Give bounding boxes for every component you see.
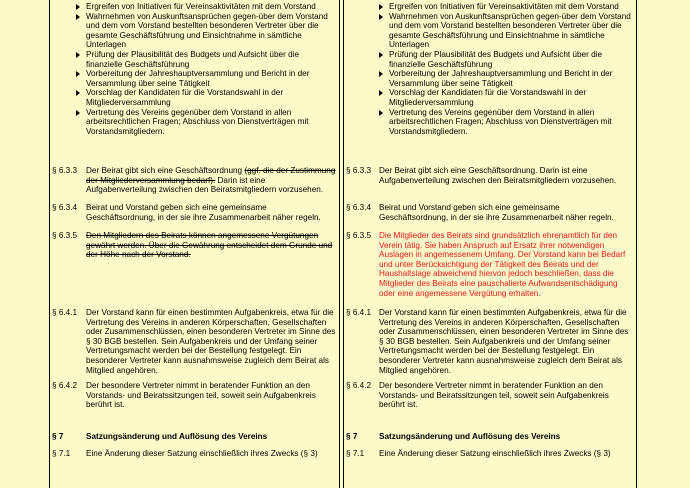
section-number: § 6.4.2 <box>346 381 372 390</box>
section-text: Der Beirat gibt sich eine Geschäftsordnung (ggf. die der Zustimmung der Mitgliederversammlung bedarf). Darin ist eine Aufgabenverteilung zwischen den Beiratsmitgliedern vorzusehen. <box>86 166 336 195</box>
section-number: § 6.3.3 <box>346 166 372 175</box>
triangle-bullet-icon <box>379 71 383 77</box>
section-heading: Satzungsänderung und Auflösung des Vereins <box>379 432 561 441</box>
triangle-bullet-icon <box>76 90 80 96</box>
triangle-bullet-icon <box>379 52 383 58</box>
section-text: Der besondere Vertreter nimmt in beratender Funktion an den Vorstands- und Beiratssitzungen teil, soweit sein Aufgabenkreis berührt ist. <box>86 381 316 410</box>
struck-text: (ggf. die der Zustimmung der Mitgliederversammlung bedarf). <box>86 166 336 185</box>
section-text: Der Vorstand kann für einen bestimmten Aufgabenkreis, etwa für die Vertretung des Vereins in anderen Körperschaften, Gesellschaften oder Zusammenschlüssen, einen besonderen Vertreter im Sinne des § 30 BGB bestellen. Sein Aufgabenkreis und der Umfang seiner Vertretungsmacht werden bei der Bestellung festgelegt. Ein besonderer Vertreter kann ausnahmsweise zugleich dem Beirat als Mitglied angehören. <box>86 308 336 375</box>
list-item: Prüfung der Plausibilität des Budgets und Aufsicht über die finanzielle Geschäftsführung <box>389 50 632 69</box>
section-text: Beirat und Vorstand geben sich eine gemeinsame Geschäftsordnung, in der sie ihre Zusammenarbeit näher regeln. <box>379 203 614 222</box>
section-number: § 6.3.5 <box>52 231 78 240</box>
triangle-bullet-icon <box>76 110 80 116</box>
triangle-bullet-icon <box>379 110 383 116</box>
left-border <box>49 0 50 488</box>
list-item: Vorbereitung der Jahreshauptversammlung und Bericht in der Versammlung über seine Tätigkeit <box>389 69 632 88</box>
section-number: § 6.3.4 <box>52 203 78 212</box>
section-heading: Satzungsänderung und Auflösung des Vereins <box>86 432 268 441</box>
section-heading-number: § 7 <box>52 432 64 441</box>
triangle-bullet-icon <box>76 71 80 77</box>
list-item: Vorschlag der Kandidaten für die Vorstandswahl in der Mitgliederversammlung <box>86 88 334 107</box>
section-text: Eine Änderung dieser Satzung einschließlich ihres Zwecks (§ 3) <box>86 449 318 458</box>
section-text: Der Beirat gibt sich eine Geschäftsordnung. Darin ist eine Aufgabenverteilung zwischen den Beiratsmitgliedern vorzusehen. <box>379 166 617 185</box>
list-item: Ergreifen von Initiativen für Vereinsaktivitäten mit dem Vorstand <box>389 2 632 12</box>
left-bullet-list <box>86 2 334 136</box>
triangle-bullet-icon <box>76 4 80 10</box>
list-item: Vertretung des Vereins gegenüber dem Vorstand in allen arbeitsrechtlichen Fragen; Abschluss von Dienstverträgen mit Vorstandsmitgliedern. <box>389 108 632 137</box>
section-heading-number: § 7 <box>346 432 358 441</box>
center-divider-right <box>343 0 344 488</box>
section-text: Beirat und Vorstand geben sich eine gemeinsame Geschäftsordnung, in der sie ihre Zusammenarbeit näher regeln. <box>86 203 321 222</box>
section-number: § 6.4.1 <box>52 308 78 317</box>
right-border <box>636 0 637 488</box>
section-number: § 6.3.3 <box>52 166 78 175</box>
section-number: § 6.3.4 <box>346 203 372 212</box>
list-item: Vorbereitung der Jahreshauptversammlung und Bericht in der Versammlung über seine Tätigkeit <box>86 69 334 88</box>
section-text: Der besondere Vertreter nimmt in beratender Funktion an den Vorstands- und Beiratssitzungen teil, soweit sein Aufgabenkreis berührt ist. <box>379 381 609 410</box>
section-number: § 7.1 <box>346 449 365 458</box>
section-text: Eine Änderung dieser Satzung einschließlich ihres Zwecks (§ 3) <box>379 449 611 458</box>
section-number: § 6.4.2 <box>52 381 78 390</box>
section-number: § 6.4.1 <box>346 308 372 317</box>
section-number: § 7.1 <box>52 449 71 458</box>
list-item: Wahrnehmen von Auskunftsansprüchen gegen-über dem Vorstand und dem vom Vorstand bestellten besonderen Vertreter über die gesamte Geschäftsführung und Einsichtnahme in sämtliche Unterlagen <box>389 12 632 50</box>
section-number: § 6.3.5 <box>346 231 372 240</box>
list-item: Vertretung des Vereins gegenüber dem Vorstand in allen arbeitsrechtlichen Fragen; Abschluss von Dienstverträgen mit Vorstandsmitgliedern. <box>86 108 334 137</box>
list-item: Wahrnehmen von Auskunftsansprüchen gegen-über dem Vorstand und dem vom Vorstand bestellten besonderen Vertreter über die gesamte Geschäftsführung und Einsichtnahme in sämtliche Unterlagen <box>86 12 334 50</box>
list-item: Prüfung der Plausibilität des Budgets und Aufsicht über die finanzielle Geschäftsführung <box>86 50 334 69</box>
triangle-bullet-icon <box>379 4 383 10</box>
triangle-bullet-icon <box>76 52 80 58</box>
triangle-bullet-icon <box>76 14 80 20</box>
right-bullet-list <box>389 2 632 136</box>
list-item: Ergreifen von Initiativen für Vereinsaktivitäten mit dem Vorstand <box>86 2 334 12</box>
section-text: Der Vorstand kann für einen bestimmten Aufgabenkreis, etwa für die Vertretung des Vereins in anderen Körperschaften, Gesellschaften oder Zusammenschlüssen, einen besonderen Vertreter im Sinne des § 30 BGB bestellen. Sein Aufgabenkreis und der Umfang seiner Vertretungsmacht werden bei der Bestellung festgelegt. Ein besonderer Vertreter kann ausnahmsweise zugleich dem Beirat als Mitglied angehören. <box>379 308 629 375</box>
center-divider-left <box>339 0 340 488</box>
list-item: Vorschlag der Kandidaten für die Vorstandswahl in der Mitgliederversammlung <box>389 88 632 107</box>
inserted-text: Die Mitglieder des Beirats sind grundsätzlich ehrenamtlich für den Verein tätig. Sie haben Anspruch auf Ersatz ihrer notwendigen Auslagen in angemessenem Umfang. Der Vorstand kann bei Bedarf und unter Berücksichtigung der Tätigkeit des Beirats und der Haushaltslage abweichend hiervon jedoch beschließen, dass die Mitglieder des Beirats eine pauschalierte Aufwandsentschädigung oder eine angemessene Vergütung erhalten. <box>379 231 626 298</box>
triangle-bullet-icon <box>379 90 383 96</box>
struck-text: Den Mitgliedern des Beirats können angemessene Vergütungen gewährt werden. Über die Gewährung entscheidet dem Grunde und der Höhe nach der Vorstand. <box>86 231 333 260</box>
triangle-bullet-icon <box>379 14 383 20</box>
